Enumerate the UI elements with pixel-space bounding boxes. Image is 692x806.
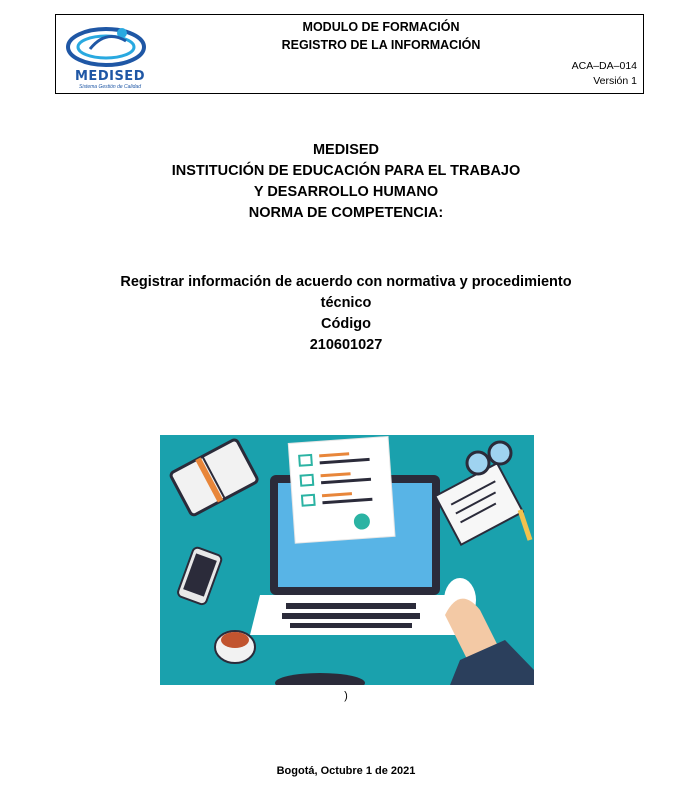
document-header (55, 14, 644, 94)
institution-block (0, 140, 692, 224)
place-and-date: Bogotá, Octubre 1 de 2021 (276, 765, 416, 777)
header-title-line1: MODULO DE FORMACIÓN (302, 20, 460, 34)
institution-type-line1: INSTITUCIÓN DE EDUCACIÓN PARA EL TRABAJO (171, 163, 521, 179)
competency-block (0, 272, 692, 356)
competency-title-line2: técnico (320, 295, 372, 311)
logo-wordmark: MEDISED (75, 69, 145, 84)
institution-type-line2: Y DESARROLLO HUMANO (253, 184, 439, 200)
competency-title-line1: Registrar información de acuerdo con normativa y procedimiento (120, 274, 572, 290)
document-version: Versión 1 (593, 75, 637, 87)
competency-norm-heading: NORMA DE COMPETENCIA: (248, 205, 444, 221)
logo-swoosh-icon (60, 19, 152, 71)
competency-code-value: 210601027 (309, 337, 383, 353)
competency-code-label: Código (321, 316, 371, 332)
institution-name: MEDISED (312, 142, 380, 158)
laptop-checklist-illustration (160, 435, 534, 685)
medised-logo (60, 19, 152, 89)
document-code: ACA–DA–014 (571, 60, 637, 72)
header-title-line2: REGISTRO DE LA INFORMACIÓN (281, 38, 481, 52)
logo-tagline: Sistema Gestión de Calidad (79, 84, 141, 90)
image-caption: ) (344, 690, 348, 702)
